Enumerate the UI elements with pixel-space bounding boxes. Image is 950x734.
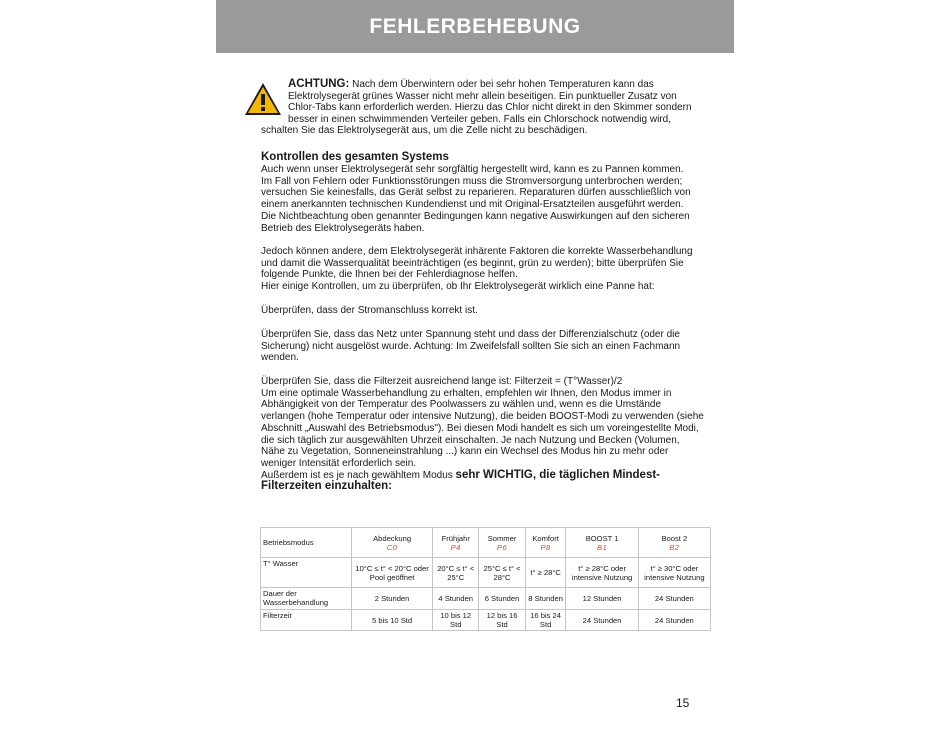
mode-name: Abdeckung [373,533,412,543]
text-line: Sicherung) nicht ausgelöst wurde. Achtung: Im Zweifelsfall sollten Sie sich an einen Fachmann [261,340,681,352]
text-line: versuchen Sie keinesfalls, das Gerät selbst zu reparieren. Reparaturen dürfen ausschließlich von [261,187,691,199]
mode-code: B2 [669,542,680,552]
mode-code: P4 [450,542,461,552]
mode-name: Frühjahr [441,533,470,543]
mode-code: P8 [540,542,551,552]
table-cell: 5 bis 10 Std [352,610,433,631]
table-row [261,588,711,610]
text-line: folgende Punkte, die Ihnen bei der Fehlerdiagnose helfen. [261,269,518,281]
important-note: Filterzeiten einzuhalten: [261,480,392,493]
table-cell: 2 Stunden [352,588,433,610]
table-header-cell [525,528,566,558]
mode-name: Komfort [532,533,559,543]
table-cell: 8 Stunden [525,588,566,610]
table-header-cell [638,528,710,558]
text-line: Betrieb des Elektrolysegeräts haben. [261,222,425,234]
mode-code: P6 [496,542,508,552]
table-row-label: Filterzeit [261,610,352,631]
table-cell: t° ≥ 28°C oder intensive Nutzung [566,558,638,588]
warning-line: Chlor-Tabs kann erforderlich werden. Hierzu das Chlor nicht direkt in den Skimmer sondern [288,102,692,114]
warning-label: ACHTUNG: [288,78,350,90]
table-header-cell [479,528,525,558]
mode-code: C0 [386,542,398,552]
table-header-cell [566,528,638,558]
table-cell: 10 bis 12 Std [433,610,479,631]
table-cell: 16 bis 24 Std [525,610,566,631]
paragraph-filter-time [261,376,706,493]
text-line: Um eine optimale Wasserbehandlung zu erhalten, empfehlen wir Ihnen, den Modus immer in [261,387,672,399]
table-cell: t° ≥ 30°C oder intensive Nutzung [638,558,710,588]
paragraph-power-check [261,305,706,317]
table-cell: 12 Stunden [566,588,638,610]
mode-name: BOOST 1 [585,533,619,543]
text-line: Jedoch können andere, dem Elektrolysegerät inhärente Faktoren die korrekte Wasserbehandlung [261,246,693,257]
table-cell: 12 bis 16 Std [479,610,525,631]
text-line: die sich täglich zur ausgewählten Uhrzeit einschalten. Je nach Nutzung und Becken (Volumen, [261,434,680,446]
mode-name: Boost 2 [661,533,688,543]
text-line: Überprüfen Sie, dass das Netz unter Spannung steht und dass der Differenzialschutz (oder die [261,329,680,340]
text-line: weniger Intensität erforderlich sein. [261,457,417,469]
table-header-cell [433,528,479,558]
table-cell: 6 Stunden [479,588,525,610]
paragraph-intro [261,164,706,234]
table-cell: 20°C ≤ t° < 25°C [433,558,479,588]
text-line: Abschnitt „Auswahl des Betriebsmodus"). Bei diesen Modi handelt es sich um voreingestellte Modi, [261,422,699,434]
paragraph-factors [261,246,706,293]
text-line: wenden. [261,352,299,364]
table-cell: 24 Stunden [638,588,710,610]
table-header-cell: Betriebsmodus [261,528,352,558]
table-cell: 25°C ≤ t° < 28°C [479,558,525,588]
page-title: FEHLERBEHEBUNG [369,14,581,38]
table-header-cell [352,528,433,558]
text-line: Überprüfen Sie, dass die Filterzeit ausreichend lange ist: Filterzeit = (T°Wasser)/2 [261,376,623,387]
text-line: Nähe zu Vegetation, Sonneneinstrahlung ...) kann ein Wechsel des Modus hin zu mehr oder [261,446,669,458]
warning-text: Nach dem Überwintern oder bei sehr hohen Temperaturen kann das [352,79,654,90]
page-number: 15 [676,696,690,710]
operating-modes-table [260,527,711,631]
text-line: Abhängigkeit von der Temperatur des Poolwassers zu wählen und, wenn es die Umstände [261,399,662,411]
header-banner [216,0,734,53]
table-cell: 4 Stunden [433,588,479,610]
paragraph-network-check [261,329,706,364]
table-cell: 24 Stunden [638,610,710,631]
text-line: Hier einige Kontrollen, um zu überprüfen, ob Ihr Elektrolysegerät wirklich eine Panne hat: [261,281,655,293]
warning-line: Elektrolysegerät grünes Wasser nicht mehr allein beseitigen. Ein punktueller Zusatz von [288,90,677,102]
table-cell: 24 Stunden [566,610,638,631]
section-title: Kontrollen des gesamten Systems [261,151,449,163]
text-line: und damit die Wasserqualität beeinträchtigen (es beginnt, grün zu werden); bitte überprüfen Sie [261,257,684,269]
text-line: Im Fall von Fehlern oder Funktionsstörungen muss die Stromversorgung unterbrochen werden; [261,175,683,187]
text-line: verlangen (hohe Temperatur oder intensive Nutzung), die beiden BOOST-Modi zu verwenden (siehe [261,411,704,423]
table-header-row [261,528,711,558]
table-row [261,558,711,588]
warning-line: besser in einen schwimmenden Verteiler geben. Falls ein Chlorschock notwendig wird, [288,113,671,125]
table-row-label: T° Wasser [261,558,352,588]
important-note: sehr WICHTIG, die täglichen Mindest- [455,468,661,481]
table-cell: 10°C ≤ t° < 20°C oder Pool geöffnet [352,558,433,588]
text-line: Die Nichtbeachtung oben genannter Bedingungen kann negative Auswirkungen auf den sicheren [261,210,690,222]
table-cell: t° ≥ 28°C [525,558,566,588]
text-line: Überprüfen, dass der Stromanschluss korrekt ist. [261,305,478,316]
warning-line [261,79,701,91]
table-row [261,610,711,631]
warning-line: schalten Sie das Elektrolysegerät aus, um die Zelle nicht zu beschädigen. [261,125,588,137]
mode-name: Sommer [487,533,517,543]
table-row-label: Dauer der Wasserbehandlung [261,588,352,610]
text-line: Auch wenn unser Elektrolysegerät sehr sorgfältig hergestellt wird, kann es zu Pannen kommen. [261,164,684,175]
warning-notice [261,79,701,137]
text-run: Außerdem ist es je nach gewähltem Modus [261,469,453,481]
text-line: einem anerkannten technischen Kundendienst und mit Original-Ersatzteilen ausgeführt werden. [261,199,684,211]
mode-code: B1 [596,542,608,552]
